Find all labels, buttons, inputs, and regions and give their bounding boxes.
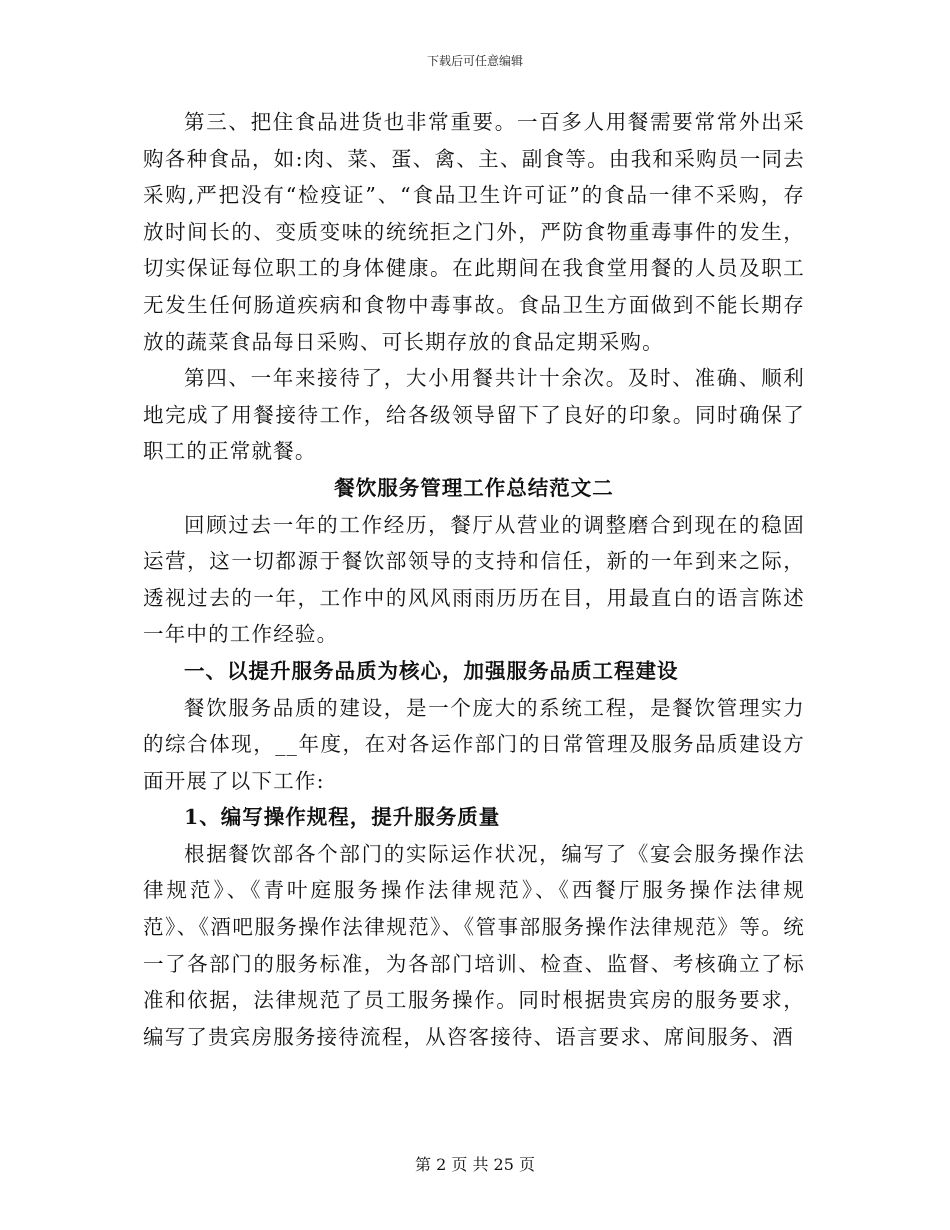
page-header: 下载后可任意编辑 bbox=[426, 54, 523, 68]
page-number: 第 2 页 共 25 页 bbox=[415, 1155, 535, 1174]
document-body bbox=[143, 104, 805, 1055]
paragraph-reception: 第四、一年来接待了，大小用餐共计十余次。及时、准确、顺利地完成了用餐接待工作，给各级领导留下了良好的印象。同时确保了职工的正常就餐。 bbox=[143, 366, 805, 464]
heading-operating-procedures: 1、编写操作规程，提升服务质量 bbox=[184, 805, 501, 830]
heading-service-quality: 一、以提升服务品质为核心，加强服务品质工程建设 bbox=[184, 658, 679, 683]
paragraph-procedures: 根据餐饮部各个部门的实际运作状况，编写了《宴会服务操作法律规范》、《青叶庭服务操作法律规范》、《西餐厅服务操作法律规范》、《酒吧服务操作法律规范》、《管事部服务操作法律规范》等。统一了各部门的服务标准，为各部门培训、检查、监督、考核确立了标准和依据，法律规范了员工服务操作。同时根据贵宾房的服务要求，编写了贵宾房服务接待流程，从咨客接待、语言要求、席间服务、酒 bbox=[143, 841, 805, 1049]
paragraph-food-purchasing: 第三、把住食品进货也非常重要。一百多人用餐需要常常外出采购各种食品，如:肉、菜、蛋、禽、主、副食等。由我和采购员一同去采购,严把没有“检疫证”、“食品卫生许可证”的食品一律不采购，存放时间长的、变质变味的统统拒之门外，严防食物重毒事件的发生，切实保证每位职工的身体健康。在此期间在我食堂用餐的人员及职工无发生任何肠道疾病和食物中毒事故。食品卫生方面做到不能长期存放的蔬菜食品每日采购、可长期存放的食品定期采购。 bbox=[143, 110, 805, 354]
paragraph-review: 回顾过去一年的工作经历，餐厅从营业的调整磨合到现在的稳固运营，这一切都源于餐饮部领导的支持和信任，新的一年到来之际，透视过去的一年，工作中的风风雨雨历历在目，用最直白的语言陈述一年中的工作经验。 bbox=[143, 512, 805, 647]
section-title: 餐饮服务管理工作总结范文二 bbox=[334, 475, 614, 500]
paragraph-service-construction: 餐饮服务品质的建设，是一个庞大的系统工程，是餐饮管理实力的综合体现，__年度，在对各运作部门的日常管理及服务品质建设方面开展了以下工作: bbox=[143, 695, 805, 793]
